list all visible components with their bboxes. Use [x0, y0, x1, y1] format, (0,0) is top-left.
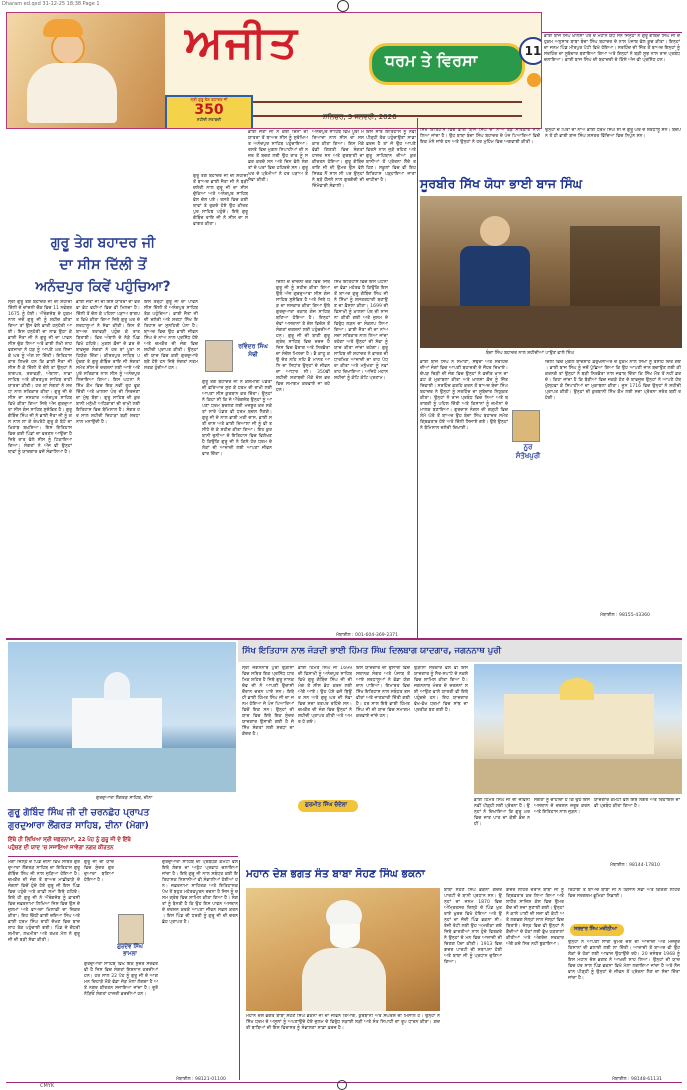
- print-slug: Dharam ed.qxd 31-12-25 18:38 Page 1: [2, 1, 100, 7]
- article2-col2-top-text: ਉਨ੍ਹਾਂ ਦੇ ਪਿਤਾ ਦਾ ਨਾਂਅ ਭਾਈ ਧਰਮ ਸਿੰਘ ਸੀ ਜੋ ਗੁਰੂ ਘਰ ਦੇ ਸ਼ਰਧਾਲੂ ਸਨ। ਬਚਪਨ ਤੋਂ ਹੀ ਭਾਈ ਬਾਜ ਸਿੰਘ ਸ਼ਸਤਰ ਵਿੱਦਿਆ ਵਿਚ ਨਿਪੁੰਨ ਸਨ।: [545, 128, 681, 139]
- article3-col1-text: ਸ੍ਰੀ ਜਗਨਨਾਥ ਪੁਰੀ ਉੜੀਸਾ ਵਿਚ ਸਥਿਤ ਇਕ ਪ੍ਰਸਿੱਧ ਧਾਰਮਿਕ ਸ਼ਹਿਰ ਹੈ ਜਿਥੇ ਗੁਰੂ ਨਾਨਕ ਦੇਵ ਜੀ ਨੇ ਆਪਣੀ ਉਦਾਸੀ ਦੌਰਾਨ ਚਰਨ ਪਾਏ ਸਨ। ਇਥੇ ਹੀ ਭਾਈ ਹਿੰਮਤ ਸਿੰਘ ਜੀ ਦਾ ਜਨਮ ਹੋਇਆ ਜੋ ਪੰਜ ਪਿਆਰਿਆਂ ਵਿਚੋਂ ਇਕ ਸਨ। ਉਨ੍ਹਾਂ ਦੀ ਯਾਦ ਵਿਚ ਇਥੇ ਇਕ ਸੁੰਦਰ ਯਾਦਗਾਰ ਉਸਾਰੀ ਗਈ ਹੈ ਜੋ ਸਿੱਖ ਸੰਗਤਾਂ ਲਈ ਸ਼ਰਧਾ ਦਾ ਕੇਂਦਰ ਹੈ।: [242, 666, 294, 737]
- article1-col2-text: ਭਾਈ ਜੈਤਾ ਜੀ ਦੀ ਇਸ ਯਾਤਰਾ ਦਾ ਵੇਰਵਾ ਭੱਟ ਵਹੀਆਂ ਵਿਚ ਵੀ ਮਿਲਦਾ ਹੈ। ਦਿੱਲੀ ਤੋਂ ਚੱਲ ਕੇ ਪਹਿਲਾ ਪੜਾਅ ਬਾਗਪਤ ਵਿਖੇ ਕੀਤਾ ਗਿਆ ਜਿਥੇ ਗੁਰੂ ਘਰ ਦੇ ਸ਼ਰਧਾਲੂਆਂ ਨੇ ਸੇਵਾ ਕੀਤੀ। ਇਸ ਤੋਂ ਬਾਅਦ ਤਰਾਵੜੀ ਪਹੁੰਚ ਕੇ ਰਾਤ ਬਿਤਾਈ। ਫਿਰ ਅੰਬਾਲੇ ਦੇ ਨੇੜੇ ਪਿੰਡ ਵਿਖੇ ਠਹਿਰੇ। ਮੁਗ਼ਲ ਫ਼ੌਜਾਂ ਦੇ ਡਰ ਦੇ ਬਾਵਜੂਦ ਸੰਗਤਾਂ ਨੇ ਹਰ ਥਾਂ ਪੂਰਾ ਸਹਿਯੋਗ ਦਿੱਤਾ। ਕੀਰਤਪੁਰ ਸਾਹਿਬ ਪਹੁੰਚਣ ਤੇ ਗੁਰੂ ਗੋਬਿੰਦ ਰਾਇ ਜੀ ਸੰਗਤਾਂ ਸਮੇਤ ਸੀਸ ਦੇ ਦਰਸ਼ਨਾਂ ਲਈ ਆਏ ਅਤੇ ਪੂਰੇ ਸਤਿਕਾਰ ਨਾਲ ਸੀਸ ਨੂੰ ਅਨੰਦਪੁਰ ਲਿਜਾਇਆ ਗਿਆ। ਇਸ ਘਟਨਾ ਨੇ ਸਿੱਖ ਕੌਮ ਵਿਚ ਇਕ ਨਵੀਂ ਰੂਹ ਫੂਕ ਦਿੱਤੀ ਅਤੇ ਖ਼ਾਲਸਾ ਪੰਥ ਦੀ ਸਿਰਜਣਾ ਦਾ ਮੁੱਢ ਬੱਝਾ। ਗੁਰੂ ਸਾਹਿਬ ਦੀ ਕੁਰਬਾਨੀ ਮਨੁੱਖੀ ਅਧਿਕਾਰਾਂ ਦੀ ਰਾਖੀ ਲਈ ਇਤਿਹਾਸ ਵਿਚ ਬੇਮਿਸਾਲ ਹੈ। ਸੰਗਤ ਹਰ ਸਾਲ ਸ਼ਹੀਦੀ ਦਿਹਾੜਾ ਬੜੀ ਸ਼ਰਧਾ ਨਾਲ ਮਨਾਉਂਦੀ ਹੈ।: [76, 300, 140, 425]
- article2-author: [508, 443, 548, 461]
- article1-headline-line2: ਦਾ ਸੀਸ ਦਿੱਲੀ ਤੋਂ: [59, 257, 147, 273]
- article1-headline-line1: ਗੁਰੂ ਤੇਗ ਬਹਾਦਰ ਜੀ: [50, 235, 156, 251]
- article3-headline: ਸਿੱਖ ਇਤਿਹਾਸ ਨਾਲ ਜੋੜਦੀ ਭਾਈ ਹਿੰਮਤ ਸਿੰਘ ਦਿਲਬਾਗ ਯਾਦਗਾਰ, ਜਗਨਨਾਥ ਪੁਰੀ: [242, 646, 502, 656]
- article5-image: [246, 888, 440, 1011]
- article1-headline: [8, 232, 198, 298]
- article2-col1-top-text: ਸਿੱਖ ਇਤਿਹਾਸ ਵਿਚ ਭਾਈ ਬਾਜ ਸਿੰਘ ਦਾ ਨਾਂਅ ਬੜੇ ਸਤਿਕਾਰ ਨਾਲ ਲਿਆ ਜਾਂਦਾ ਹੈ। ਉਹ ਬਾਬਾ ਬੰਦਾ ਸਿੰਘ ਬਹਾਦਰ ਦੇ ਪੰਜ ਪਿਆਰਿਆਂ ਵਿਚੋਂ ਇਕ ਮੰਨੇ ਜਾਂਦੇ ਹਨ ਅਤੇ ਉਨ੍ਹਾਂ ਨੇ ਹਰ ਮੁਹਿੰਮ ਵਿਚ ਅਗਵਾਈ ਕੀਤੀ।: [420, 128, 540, 145]
- article5-headline: ਮਹਾਨ ਦੇਸ਼ ਭਗਤ ਸੰਤ ਬਾਬਾ ਸੋਹਣ ਸਿੰਘ ਭਕਨਾ: [246, 868, 425, 880]
- article3-col7-text: ਯਾਦਗਾਰ ਕਮੇਟੀ ਵਲੋਂ ਇਥੇ ਲੰਗਰ ਅਤੇ ਰਿਹਾਇਸ਼ ਦਾ ਵੀ ਪ੍ਰਬੰਧ ਕੀਤਾ ਗਿਆ ਹੈ।: [594, 798, 680, 809]
- article1-col7-text: ਅਨੰਦਪੁਰ ਸਾਹਿਬ ਵਿਖੇ ਪੂਰੀ ਮਰਿਆਦਾ ਨਾਲ ਸੀਸ ਦਾ ਸਸਕਾਰ ਕੀਤਾ ਗਿਆ। ਇਸ ਮੌਕੇ ਵੱਡੀ ਗਿਣਤੀ ਵਿਚ ਸੰਗਤਾਂ ਹਾਜ਼ਰ ਸਨ ਅਤੇ ਗੁਰਬਾਣੀ ਦਾ ਕੀਰਤਨ ਹੋਇਆ। ਗੁਰੂ ਗੋਬਿੰਦ ਰਾਇ ਜੀ ਦੀ ਉਮਰ ਉਸ ਵੇਲੇ ਸਿਰਫ਼ ਨੌਂ ਸਾਲ ਸੀ ਪਰ ਉਨ੍ਹਾਂ ਨੇ ਬੜੇ ਹੌਂਸਲੇ ਨਾਲ ਗੁਰਗੱਦੀ ਦੀ ਜ਼ਿੰਮੇਵਾਰੀ ਸੰਭਾਲੀ।: [312, 130, 364, 189]
- article5-author: ਸਰਦਾਰ ਸਿੰਘ ਮਜ਼ੀਠੀਆ: [574, 927, 617, 932]
- article2-author-surname: ਸੰਤੋਖਪੁਰੀ: [515, 452, 541, 460]
- article1-author-surname: ਸੋਢੀ: [248, 351, 258, 358]
- article1-col1-text: ਸ੍ਰੀ ਗੁਰੂ ਤੇਗ ਬਹਾਦਰ ਜੀ ਦੀ ਸ਼ਹੀਦੀ ਦਿੱਲੀ ਦੇ ਚਾਂਦਨੀ ਚੌਕ ਵਿਚ 11 ਨਵੰਬਰ 1675 ਨੂੰ ਹੋਈ। ਔਰੰਗਜ਼ੇਬ ਦੇ ਹੁਕਮ ਨਾਲ ਜਦੋਂ ਗੁਰੂ ਜੀ ਨੂੰ ਸ਼ਹੀਦ ਕੀਤਾ ਗਿਆ ਤਾਂ ਉਸ ਵੇਲੇ ਭਾਰੀ ਹਨ੍ਹੇਰੀ ਆਈ। ਇਸ ਹਨ੍ਹੇਰੀ ਦਾ ਲਾਭ ਉਠਾ ਕੇ ਭਾਈ ਜੈਤਾ ਜੀ ਨੇ ਗੁਰੂ ਜੀ ਦਾ ਪਾਵਨ ਸੀਸ ਚੁੱਕ ਲਿਆ ਅਤੇ ਭਾਈ ਲੱਖੀ ਸ਼ਾਹ ਵਣਜਾਰਾ ਨੇ ਧੜ ਨੂੰ ਆਪਣੇ ਘਰ ਲਿਜਾ ਕੇ ਘਰ ਨੂੰ ਅੱਗ ਲਾ ਦਿੱਤੀ। ਇਤਿਹਾਸਕਾਰ ਲਿਖਦੇ ਹਨ ਕਿ ਭਾਈ ਜੈਤਾ ਜੀ ਸੀਸ ਲੈ ਕੇ ਦਿੱਲੀ ਤੋਂ ਚੱਲੇ ਤਾਂ ਉਨ੍ਹਾਂ ਨੇ ਬਾਗਪਤ, ਤਰਾਵੜੀ, ਅੰਬਾਲਾ, ਨਾਭਾ ਸਾਹਿਬ ਅਤੇ ਕੀਰਤਪੁਰ ਸਾਹਿਬ ਰਾਹੀਂ ਯਾਤਰਾ ਕੀਤੀ। ਹਰ ਥਾਂ ਸੰਗਤਾਂ ਨੇ ਸ਼ਰਧਾ ਨਾਲ ਸਤਿਕਾਰ ਕੀਤਾ। ਗੁਰੂ ਜੀ ਦੇ ਸੀਸ ਦਾ ਸਸਕਾਰ ਅਨੰਦਪੁਰ ਸਾਹਿਬ ਵਿਖੇ ਕੀਤਾ ਗਿਆ ਜਿਥੇ ਅੱਜ ਗੁਰਦੁਆਰਾ ਸੀਸ ਗੰਜ ਸਾਹਿਬ ਸੁਸ਼ੋਭਿਤ ਹੈ। ਗੁਰੂ ਗੋਬਿੰਦ ਸਿੰਘ ਜੀ ਨੇ ਭਾਈ ਜੈਤਾ ਜੀ ਨੂੰ ਗਲ ਨਾਲ ਲਾ ਕੇ ਰੰਘਰੇਟੇ ਗੁਰੂ ਕੇ ਬੇਟੇ ਦਾ ਖ਼ਿਤਾਬ ਬਖ਼ਸ਼ਿਆ। ਇਸ ਇਤਿਹਾਸ ਵਿਚ ਕਈ ਪਿੰਡਾਂ ਦਾ ਵਰਣਨ ਆਉਂਦਾ ਹੈ ਜਿਥੇ ਰਾਤ ਵੇਲੇ ਸੀਸ ਨੂੰ ਟਿਕਾਇਆ ਗਿਆ। ਸੰਗਤਾਂ ਨੇ ਅੱਜ ਵੀ ਉਨ੍ਹਾਂ ਥਾਵਾਂ ਨੂੰ ਯਾਦਗਾਰ ਵਜੋਂ ਸੰਭਾਲਿਆ ਹੈ।: [8, 300, 72, 455]
- article1-divider: [417, 118, 418, 638]
- article1-headline-line3: ਅਨੰਦਪੁਰ ਕਿਵੇਂ ਪਹੁੰਚਿਆ?: [35, 279, 171, 295]
- article1-author-photo: [205, 340, 233, 372]
- masthead: [6, 12, 542, 129]
- article4-divider: [239, 860, 240, 1080]
- article2-image-caption: ਬੰਦਾ ਸਿੰਘ ਬਹਾਦਰ ਨਾਲ ਸ਼ਹੀਦੀਆਂ ਪਾਉਣ ਵਾਲੇ ਸਿੰਘ: [486, 351, 575, 356]
- article4-subhead: [8, 836, 238, 852]
- article1-col6-text: ਦਿੱਲੀ ਦੇ ਚਾਂਦਨੀ ਚੌਕ ਵਿਚ ਜਿਥੇ ਗੁਰੂ ਜੀ ਨੂੰ ਸ਼ਹੀਦ ਕੀਤਾ ਗਿਆ ਉਥੇ ਅੱਜ ਗੁਰਦੁਆਰਾ ਸੀਸ ਗੰਜ ਸਾਹਿਬ ਸੁਸ਼ੋਭਿਤ ਹੈ ਅਤੇ ਜਿਥੇ ਧੜ ਦਾ ਸਸਕਾਰ ਕੀਤਾ ਗਿਆ ਉਥੇ ਗੁਰਦੁਆਰਾ ਰਕਾਬ ਗੰਜ ਸਾਹਿਬ ਬਣਿਆ ਹੋਇਆ ਹੈ। ਇਨ੍ਹਾਂ ਦੋਵਾਂ ਅਸਥਾਨਾਂ ਤੇ ਦੇਸ਼ ਵਿਦੇਸ਼ ਤੋਂ ਸੰਗਤਾਂ ਦਰਸ਼ਨਾਂ ਲਈ ਪਹੁੰਚਦੀਆਂ ਹਨ। ਗੁਰੂ ਜੀ ਦੀ ਬਾਣੀ ਗੁਰੂ ਗ੍ਰੰਥ ਸਾਹਿਬ ਵਿਚ ਦਰਜ ਹੈ ਜਿਸ ਵਿਚ ਵੈਰਾਗ ਅਤੇ ਨਿਰਭੈਤਾ ਦਾ ਸੰਦੇਸ਼ ਮਿਲਦਾ ਹੈ। ਭੈ ਕਾਹੂ ਕਉ ਦੇਤ ਨਹਿ ਨਹਿ ਭੈ ਮਾਨਤ ਆਨਿ ਦਾ ਸਿਧਾਂਤ ਉਨ੍ਹਾਂ ਦੇ ਜੀਵਨ ਦਾ ਆਧਾਰ ਸੀ। 350ਵੀਂ ਸ਼ਹੀਦੀ ਸ਼ਤਾਬਦੀ ਮੌਕੇ ਦੇਸ਼ ਭਰ ਵਿਚ ਸਮਾਗਮ ਕਰਵਾਏ ਜਾ ਰਹੇ ਹਨ।: [276, 280, 330, 393]
- article4-subhead-line2: ਪਹੁੰਚਣ ਦੀ ਯਾਦ 'ਚ ਸਜਾਇਆ ਜਾਵੇਗਾ ਨਗਰ ਕੀਰਤਨ: [8, 845, 114, 851]
- badge-bottom-text: ਸ਼ਹੀਦੀ ਸ਼ਤਾਬਦੀ: [196, 117, 222, 122]
- article4-author-photo: [118, 914, 144, 944]
- page-number: 11: [519, 37, 542, 65]
- section-title: ਧਰਮ ਤੇ ਵਿਰਸਾ: [385, 51, 478, 70]
- article3-col5-text: ਭਾਈ ਹਿੰਮਤ ਸਿੰਘ ਜੀ ਦੀ ਜੀਵਨੀ ਨਵੀਂ ਪੀੜ੍ਹੀ ਲਈ ਪ੍ਰੇਰਨਾ ਹੈ। ਉਨ੍ਹਾਂ ਨੇ ਦਿਖਾਇਆ ਕਿ ਗੁਰੂ ਘਰ ਵਿਚ ਜਾਤ ਪਾਤ ਦਾ ਕੋਈ ਭੇਦ ਨਹੀਂ।: [474, 798, 530, 827]
- article1-col3-text: ਇਸ ਤਰ੍ਹਾਂ ਗੁਰੂ ਜੀ ਦਾ ਪਾਵਨ ਸੀਸ ਦਿੱਲੀ ਤੋਂ ਅਨੰਦਪੁਰ ਸਾਹਿਬ ਤੱਕ ਪਹੁੰਚਿਆ। ਭਾਈ ਜੈਤਾ ਜੀ ਦੀ ਦਲੇਰੀ ਅਤੇ ਸ਼ਰਧਾ ਸਿੱਖ ਇਤਿਹਾਸ ਦਾ ਸੁਨਹਿਰੀ ਪੰਨਾ ਹੈ। ਬਾਅਦ ਵਿਚ ਉਹ ਭਾਈ ਜੀਵਨ ਸਿੰਘ ਦੇ ਨਾਂਅ ਨਾਲ ਪ੍ਰਸਿੱਧ ਹੋਏ ਅਤੇ ਚਮਕੌਰ ਦੀ ਜੰਗ ਵਿਚ ਸ਼ਹੀਦੀ ਪ੍ਰਾਪਤ ਕੀਤੀ। ਉਨ੍ਹਾਂ ਦੀ ਯਾਦ ਵਿਚ ਕਈ ਗੁਰਦੁਆਰੇ ਬਣੇ ਹੋਏ ਹਨ ਜਿਥੇ ਸੰਗਤਾਂ ਨਤਮਸਤਕ ਹੁੰਦੀਆਂ ਹਨ।: [144, 300, 198, 371]
- article5-col2-text: ਗ਼ਦਰ ਲਹਿਰ ਦੌਰਾਨ ਬਾਬਾ ਜੀ ਨੂੰ ਗ੍ਰਿਫ਼ਤਾਰ ਕਰ ਲਿਆ ਗਿਆ ਅਤੇ ਲਾਹੌਰ ਸਾਜ਼ਿਸ਼ ਕੇਸ ਵਿਚ ਉਮਰ ਕੈਦ ਦੀ ਸਜ਼ਾ ਸੁਣਾਈ ਗਈ। ਉਨ੍ਹਾਂ ਨੇ ਕਾਲੇ ਪਾਣੀ ਦੀ ਸਜ਼ਾ ਵੀ ਕੱਟੀ ਅਤੇ ਲਗਭਗ ਸੋਲ੍ਹਾਂ ਸਾਲ ਜੇਲ੍ਹਾਂ ਵਿਚ ਬਿਤਾਏ। ਜੇਲ੍ਹ ਵਿਚ ਵੀ ਉਨ੍ਹਾਂ ਨੇ ਕੈਦੀਆਂ ਦੇ ਹੱਕਾਂ ਲਈ ਭੁੱਖ ਹੜਤਾਲਾਂ ਕੀਤੀਆਂ ਅਤੇ ਅੰਗਰੇਜ਼ ਸਰਕਾਰ ਅੱਗੇ ਕਦੇ ਸਿਰ ਨਹੀਂ ਝੁਕਾਇਆ।: [506, 888, 564, 947]
- article4-contact: ਮੋਬਾਈਲ : 98121-01100: [176, 1077, 226, 1082]
- article1-col9-text: ਇਸ ਸਾਰੇ ਇਤਿਹਾਸ ਨੂੰ ਨਵੀਂ ਪੀੜ੍ਹੀ ਤੱਕ ਪਹੁੰਚਾਉਣਾ ਸਾਡਾ ਫ਼ਰਜ਼ ਹੈ ਤਾਂ ਜੋ ਉਹ ਆਪਣੇ ਵਿਰਸੇ ਨਾਲ ਜੁੜੇ ਰਹਿਣ ਅਤੇ ਗੁਰੂ ਸਾਹਿਬਾਨ ਦੀਆਂ ਕੁਰਬਾਨੀਆਂ ਤੋਂ ਪ੍ਰੇਰਨਾ ਲੈਂਦੇ ਰਹਿਣ। ਸਕੂਲਾਂ ਵਿਚ ਵੀ ਇਹ ਇਤਿਹਾਸ ਪੜ੍ਹਾਇਆ ਜਾਣਾ ਚਾਹੀਦਾ ਹੈ।: [366, 130, 416, 183]
- article2-author-photo: [512, 410, 540, 442]
- article2-contact: ਮੋਬਾਈਲ : 98155-43360: [600, 613, 650, 618]
- article2-intro-text: ਭਾਈ ਬਾਜ ਸਿੰਘ ਖ਼ਾਲਸਾ ਪੰਥ ਦੇ ਮਹਾਨ ਯੋਧੇ ਸਨ ਜਿਨ੍ਹਾਂ ਨੇ ਗੁਰੂ ਗੋਬਿੰਦ ਸਿੰਘ ਜੀ ਦੇ ਹੁਕਮ ਅਨੁਸਾਰ ਬਾਬਾ ਬੰਦਾ ਸਿੰਘ ਬਹਾਦਰ ਦੇ ਨਾਲ ਪੰਜਾਬ ਵੱਲ ਕੂਚ ਕੀਤਾ। ਇਨ੍ਹਾਂ ਦਾ ਜਨਮ ਪਿੰਡ ਮੀਰਪੁਰ ਪੱਟੀ ਵਿਖੇ ਹੋਇਆ। ਸਰਹਿੰਦ ਦੀ ਜਿੱਤ ਤੋਂ ਬਾਅਦ ਇਨ੍ਹਾਂ ਨੂੰ ਸਰਹਿੰਦ ਦਾ ਸੂਬੇਦਾਰ ਬਣਾਇਆ ਗਿਆ ਅਤੇ ਇਨ੍ਹਾਂ ਨੇ ਬੜੀ ਸੂਝ ਨਾਲ ਰਾਜ ਪ੍ਰਬੰਧ ਚਲਾਇਆ। ਭਾਈ ਬਾਜ ਸਿੰਘ ਦੀ ਬਹਾਦਰੀ ਦੇ ਕਿੱਸੇ ਅੱਜ ਵੀ ਪ੍ਰਸਿੱਧ ਹਨ।: [544, 34, 680, 63]
- article2-col2-text: ਦਿੱਲੀ ਵਿਚ ਮੁਗ਼ਲ ਬਾਦਸ਼ਾਹ ਫ਼ਰੁੱਖਸੀਅਰ ਦੇ ਹੁਕਮ ਨਾਲ ਸਿੱਖਾਂ ਨੂੰ ਤਸੀਹੇ ਦਿੱਤੇ ਗਏ। ਭਾਈ ਬਾਜ ਸਿੰਘ ਨੂੰ ਜਦੋਂ ਪੁੱਛਿਆ ਗਿਆ ਕਿ ਉਹ ਆਪਣੀ ਜਾਨ ਬਚਾਉਣ ਲਈ ਕੀ ਕਰਨਗੇ ਤਾਂ ਉਨ੍ਹਾਂ ਨੇ ਬੜੀ ਨਿਰਭੈਤਾ ਨਾਲ ਜਵਾਬ ਦਿੱਤਾ ਕਿ ਸਿੱਖ ਮੌਤ ਤੋਂ ਨਹੀਂ ਡਰਦੇ। ਕਿਹਾ ਜਾਂਦਾ ਹੈ ਕਿ ਬੇੜੀਆਂ ਵਿਚ ਜਕੜੇ ਹੋਣ ਦੇ ਬਾਵਜੂਦ ਉਨ੍ਹਾਂ ਨੇ ਆਪਣੇ ਹੱਥ ਖੁੱਲ੍ਹਵਾ ਕੇ ਸਿਪਾਹੀਆਂ ਦਾ ਮੁਕਾਬਲਾ ਕੀਤਾ। ਜੂਨ 1716 ਵਿਚ ਉਨ੍ਹਾਂ ਨੇ ਸ਼ਹੀਦੀ ਪ੍ਰਾਪਤ ਕੀਤੀ। ਉਨ੍ਹਾਂ ਦੀ ਕੁਰਬਾਨੀ ਸਿੱਖ ਕੌਮ ਲਈ ਸਦਾ ਪ੍ਰੇਰਨਾ ਸਰੋਤ ਬਣੀ ਰਹੇਗੀ।: [545, 360, 681, 401]
- footer-cmyk: CMYK: [40, 1083, 55, 1089]
- article5-col4-text: ਉਨ੍ਹਾਂ ਨੇ ਆਪਣੀ ਸਾਰੀ ਉਮਰ ਦੇਸ਼ ਦੀ ਆਜ਼ਾਦੀ ਅਤੇ ਮਜ਼ਦੂਰ ਕਿਸਾਨਾਂ ਦੀ ਭਲਾਈ ਲਈ ਲਾ ਦਿੱਤੀ। ਆਜ਼ਾਦੀ ਤੋਂ ਬਾਅਦ ਵੀ ਉਹ ਲੋਕਾਂ ਦੇ ਹੱਕਾਂ ਲਈ ਆਵਾਜ਼ ਉਠਾਉਂਦੇ ਰਹੇ। 20 ਦਸੰਬਰ 1968 ਨੂੰ ਇਸ ਮਹਾਨ ਦੇਸ਼ ਭਗਤ ਨੇ ਆਖ਼ਰੀ ਸਾਹ ਲਿਆ। ਉਨ੍ਹਾਂ ਦੀ ਯਾਦ ਵਿਚ ਹਰ ਸਾਲ ਪਿੰਡ ਭਕਨਾ ਵਿਖੇ ਮੇਲਾ ਲਗਾਇਆ ਜਾਂਦਾ ਹੈ ਅਤੇ ਨੌਜਵਾਨ ਪੀੜ੍ਹੀ ਨੂੰ ਉਨ੍ਹਾਂ ਦੇ ਜੀਵਨ ਤੋਂ ਪ੍ਰੇਰਨਾ ਲੈਣ ਦਾ ਸੱਦਾ ਦਿੱਤਾ ਜਾਂਦਾ ਹੈ।: [568, 940, 680, 981]
- guru-portrait-image: [7, 13, 165, 128]
- article4-author-surname: ਭਾਮਲਾ: [123, 951, 137, 957]
- article1-contact: ਮੋਬਾਈਲ : 001-604-369-2371: [336, 633, 399, 638]
- article4-col3-text: ਗੁਰਦੁਆਰਾ ਸਾਹਿਬ ਵਿਖੇ ਇਕ ਸੁੰਦਰ ਸਰੋਵਰ ਵੀ ਹੈ ਜਿਸ ਵਿਚ ਸੰਗਤਾਂ ਇਸ਼ਨਾਨ ਕਰਦੀਆਂ ਹਨ। ਹਰ ਸਾਲ 22 ਪੋਹ ਨੂੰ ਗੁਰੂ ਜੀ ਦੇ ਆਗਮਨ ਦਿਹਾੜੇ ਮੌਕੇ ਵੱਡਾ ਜੋੜ ਮੇਲਾ ਲੱਗਦਾ ਹੈ ਅਤੇ ਨਗਰ ਕੀਰਤਨ ਸਜਾਇਆ ਜਾਂਦਾ ਹੈ। ਦੂਰੋਂ ਨੇੜਿਓਂ ਸੰਗਤਾਂ ਹਾਜ਼ਰੀ ਭਰਦੀਆਂ ਹਨ।: [84, 962, 158, 997]
- article1-col4-text: ਗੁਰੂ ਤੇਗ ਬਹਾਦਰ ਜੀ ਨੇ ਕਸ਼ਮੀਰੀ ਪੰਡਤਾਂ ਦੀ ਫ਼ਰਿਆਦ ਸੁਣ ਕੇ ਧਰਮ ਦੀ ਰਾਖੀ ਲਈ ਆਪਣਾ ਸੀਸ ਕੁਰਬਾਨ ਕਰ ਦਿੱਤਾ। ਉਨ੍ਹਾਂ ਨੇ ਕਿਹਾ ਸੀ ਕਿ ਜੇ ਔਰੰਗਜ਼ੇਬ ਉਨ੍ਹਾਂ ਨੂੰ ਆਪਣਾ ਧਰਮ ਬਦਲਣ ਲਈ ਮਜਬੂਰ ਕਰ ਸਕੇ ਤਾਂ ਸਾਰੇ ਪੰਡਤ ਵੀ ਧਰਮ ਬਦਲ ਲੈਣਗੇ। ਗੁਰੂ ਜੀ ਦੇ ਨਾਲ ਭਾਈ ਮਤੀ ਦਾਸ, ਭਾਈ ਸਤੀ ਦਾਸ ਅਤੇ ਭਾਈ ਦਿਆਲਾ ਜੀ ਨੂੰ ਵੀ ਤਸੀਹੇ ਦੇ ਕੇ ਸ਼ਹੀਦ ਕੀਤਾ ਗਿਆ। ਇਹ ਕੁਰਬਾਨੀ ਦੁਨੀਆ ਦੇ ਇਤਿਹਾਸ ਵਿਚ ਵਿਲੱਖਣ ਹੈ ਕਿਉਂਕਿ ਗੁਰੂ ਜੀ ਨੇ ਕਿਸੇ ਹੋਰ ਧਰਮ ਦੇ ਲੋਕਾਂ ਦੀ ਆਜ਼ਾਦੀ ਲਈ ਆਪਣਾ ਜੀਵਨ ਵਾਰ ਦਿੱਤਾ।: [202, 380, 272, 457]
- article4-author: [108, 944, 152, 958]
- article3-author: ਗੁਰਮੀਤ ਸਿੰਘ ਚੰਦੇਲਾ: [305, 802, 348, 808]
- article4-headline-line2: ਗੁਰਦੁਆਰਾ ਲੌਂਗਰੜ ਸਾਹਿਬ, ਦੀਨਾ (ਮੋਗਾ): [8, 820, 149, 831]
- article1-author-name: ਰਵਿੰਦਰ ਸਿੰਘ: [238, 343, 268, 350]
- article1-col8-text: ਸਿੱਖ ਇਤਿਹਾਸ ਵਿਚ ਇਸ ਘਟਨਾ ਦਾ ਵੱਡਾ ਮਹੱਤਵ ਹੈ ਕਿਉਂਕਿ ਇਸ ਤੋਂ ਬਾਅਦ ਗੁਰੂ ਗੋਬਿੰਦ ਸਿੰਘ ਜੀ ਨੇ ਸਿੱਖਾਂ ਨੂੰ ਸ਼ਸਤਰਧਾਰੀ ਬਣਾਉਣ ਦਾ ਫ਼ੈਸਲਾ ਕੀਤਾ। 1699 ਦੀ ਵਿਸਾਖੀ ਨੂੰ ਖ਼ਾਲਸਾ ਪੰਥ ਦੀ ਸਾਜਨਾ ਕੀਤੀ ਗਈ ਅਤੇ ਜ਼ੁਲਮ ਦੇ ਵਿਰੁੱਧ ਲੜਨ ਦਾ ਸੰਕਲਪ ਲਿਆ ਗਿਆ। ਭਾਈ ਜੈਤਾ ਜੀ ਦਾ ਨਾਂਅ ਸਦਾ ਸਤਿਕਾਰ ਨਾਲ ਲਿਆ ਜਾਂਦਾ ਰਹੇਗਾ ਅਤੇ ਉਨ੍ਹਾਂ ਦੀ ਸੇਵਾ ਨੂੰ ਯਾਦ ਕੀਤਾ ਜਾਂਦਾ ਰਹੇਗਾ। ਗੁਰੂ ਸਾਹਿਬ ਦੀ ਸ਼ਹਾਦਤ ਨੇ ਭਾਰਤ ਦੀ ਧਾਰਮਿਕ ਆਜ਼ਾਦੀ ਦਾ ਰਾਹ ਪੱਧਰਾ ਕੀਤਾ ਅਤੇ ਮਨੁੱਖਤਾ ਨੂੰ ਨਵਾਂ ਰਾਹ ਦਿਖਾਇਆ। ਅਜਿਹੇ ਮਹਾਨ ਸ਼ਹੀਦਾਂ ਨੂੰ ਕੋਟਿ ਕੋਟਿ ਪ੍ਰਣਾਮ।: [334, 280, 388, 381]
- article2-col1-text: ਭਾਈ ਬਾਜ ਸਿੰਘ ਨੇ ਸਮਾਣਾ, ਸਢੌਰਾ ਅਤੇ ਸਰਹਿੰਦ ਦੀਆਂ ਜੰਗਾਂ ਵਿਚ ਆਪਣੀ ਬਹਾਦਰੀ ਦੇ ਜੌਹਰ ਦਿਖਾਏ। ਚੱਪੜ ਚਿੜੀ ਦੀ ਜੰਗ ਵਿਚ ਉਨ੍ਹਾਂ ਨੇ ਵਜ਼ੀਰ ਖ਼ਾਨ ਦਾ ਡਟ ਕੇ ਮੁਕਾਬਲਾ ਕੀਤਾ ਅਤੇ ਖ਼ਾਲਸਾ ਫ਼ੌਜ ਨੂੰ ਜਿੱਤ ਦਿਵਾਈ। ਸਰਹਿੰਦ ਫ਼ਤਹਿ ਕਰਨ ਤੋਂ ਬਾਅਦ ਬੰਦਾ ਸਿੰਘ ਬਹਾਦਰ ਨੇ ਉਨ੍ਹਾਂ ਨੂੰ ਸਰਹਿੰਦ ਦਾ ਸੂਬੇਦਾਰ ਨਿਯੁਕਤ ਕੀਤਾ। ਉਨ੍ਹਾਂ ਨੇ ਰਾਜ ਪ੍ਰਬੰਧ ਵਿਚ ਨਿਆਂ ਅਤੇ ਬਰਾਬਰੀ ਨੂੰ ਪਹਿਲ ਦਿੱਤੀ ਅਤੇ ਕਿਸਾਨਾਂ ਨੂੰ ਜ਼ਮੀਨਾਂ ਦੇ ਮਾਲਕ ਬਣਾਇਆ। ਗੁਰਦਾਸ ਨੰਗਲ ਦੀ ਗੜ੍ਹੀ ਵਿਚ ਲੰਮੇ ਘੇਰੇ ਤੋਂ ਬਾਅਦ ਉਹ ਬੰਦਾ ਸਿੰਘ ਬਹਾਦਰ ਸਮੇਤ ਗ੍ਰਿਫ਼ਤਾਰ ਹੋਏ ਅਤੇ ਦਿੱਲੀ ਲਿਜਾਏ ਗਏ। ਉਥੇ ਉਨ੍ਹਾਂ ਨੇ ਬੇਮਿਸਾਲ ਦਲੇਰੀ ਦਿਖਾਈ।: [420, 360, 508, 431]
- article4-image-caption: ਗੁਰਦੁਆਰਾ ਲੌਂਗਰੜ ਸਾਹਿਬ, ਦੀਨਾ: [96, 796, 153, 801]
- article2-author-name: ਨੂਰ: [523, 443, 533, 451]
- section-divider-2: [8, 856, 238, 857]
- masthead-title: ਅਜੀਤ: [185, 17, 299, 68]
- badge-350: [165, 95, 253, 129]
- article4-col4-text: ਗੁਰਦੁਆਰਾ ਸਾਹਿਬ ਦੀ ਪ੍ਰਬੰਧਕ ਕਮੇਟੀ ਵਲੋਂ ਇਥੇ ਲੰਗਰ ਦਾ ਅਤੁੱਟ ਪ੍ਰਵਾਹ ਚਲਾਇਆ ਜਾਂਦਾ ਹੈ। ਇਥੇ ਗੁਰੂ ਜੀ ਨਾਲ ਸਬੰਧਤ ਕਈ ਇਤਿਹਾਸਕ ਨਿਸ਼ਾਨੀਆਂ ਵੀ ਸੰਭਾਲੀਆਂ ਹੋਈਆਂ ਹਨ। ਜ਼ਫ਼ਰਨਾਮਾ ਸਾਹਿਤਕ ਅਤੇ ਇਤਿਹਾਸਕ ਪੱਖ ਤੋਂ ਬਹੁਤ ਮਹੱਤਵਪੂਰਨ ਰਚਨਾ ਹੈ ਜਿਸ ਨੂੰ ਦਸਮ ਗ੍ਰੰਥ ਵਿਚ ਸ਼ਾਮਿਲ ਕੀਤਾ ਗਿਆ ਹੈ। ਸੰਗਤਾਂ ਨੂੰ ਬੇਨਤੀ ਹੈ ਕਿ ਉਹ ਇਸ ਪਾਵਨ ਅਸਥਾਨ ਦੇ ਦਰਸ਼ਨ ਕਰਕੇ ਆਪਣਾ ਜੀਵਨ ਸਫ਼ਲ ਕਰਨ। ਇਸ ਪਿੰਡ ਦੀ ਧਰਤੀ ਨੂੰ ਗੁਰੂ ਜੀ ਦੀ ਚਰਨਛੋਹ ਪ੍ਰਾਪਤ ਹੈ।: [162, 860, 238, 925]
- article5-col1-text: ਬਾਬਾ ਸੋਹਣ ਸਿੰਘ ਭਕਨਾ ਗ਼ਦਰ ਪਾਰਟੀ ਦੇ ਬਾਨੀ ਪ੍ਰਧਾਨ ਸਨ। ਉਨ੍ਹਾਂ ਦਾ ਜਨਮ 1870 ਵਿਚ ਅੰਮ੍ਰਿਤਸਰ ਜ਼ਿਲ੍ਹੇ ਦੇ ਪਿੰਡ ਖੁਤਰਾਏ ਖ਼ੁਰਦ ਵਿਖੇ ਹੋਇਆ ਅਤੇ ਉਨ੍ਹਾਂ ਦਾ ਜੱਦੀ ਪਿੰਡ ਭਕਨਾ ਸੀ। ਰੋਜ਼ੀ ਰੋਟੀ ਲਈ ਉਹ ਅਮਰੀਕਾ ਗਏ ਜਿਥੇ ਭਾਰਤੀਆਂ ਨਾਲ ਹੁੰਦੇ ਵਿਤਕਰੇ ਨੇ ਉਨ੍ਹਾਂ ਦੇ ਮਨ ਵਿਚ ਆਜ਼ਾਦੀ ਦੀ ਚਿਣਗ ਪੈਦਾ ਕੀਤੀ। 1913 ਵਿਚ ਗ਼ਦਰ ਪਾਰਟੀ ਦੀ ਸਥਾਪਨਾ ਹੋਈ ਅਤੇ ਬਾਬਾ ਜੀ ਨੂੰ ਪ੍ਰਧਾਨ ਚੁਣਿਆ ਗਿਆ।: [444, 888, 502, 965]
- article5-col3-text: ਰਿਹਾਈ ਤੋਂ ਬਾਅਦ ਬਾਬਾ ਜੀ ਨੇ ਕਿਸਾਨ ਸਭਾ ਅਤੇ ਕਿਰਤੀ ਲਹਿਰ ਵਿਚ ਸਰਗਰਮ ਭੂਮਿਕਾ ਨਿਭਾਈ।: [568, 888, 680, 899]
- article1-col5-text: ਭਾਈ ਜੈਤਾ ਜੀ ਨੇ ਕਈ ਦਿਨਾਂ ਦੀ ਯਾਤਰਾ ਤੋਂ ਬਾਅਦ ਸੀਸ ਨੂੰ ਸੁਰੱਖਿਅਤ ਅਨੰਦਪੁਰ ਸਾਹਿਬ ਪਹੁੰਚਾਇਆ। ਰਸਤੇ ਵਿਚ ਮੁਗ਼ਲ ਸਿਪਾਹੀਆਂ ਦੀ ਨਜ਼ਰ ਤੋਂ ਬਚਣ ਲਈ ਉਹ ਰਾਤ ਨੂੰ ਸਫ਼ਰ ਕਰਦੇ ਸਨ ਅਤੇ ਦਿਨ ਵੇਲੇ ਸੰਗਤਾਂ ਦੇ ਘਰਾਂ ਵਿਚ ਠਹਿਰਦੇ ਸਨ। ਗੁਰੂ ਘਰ ਦੇ ਪ੍ਰੇਮੀਆਂ ਨੇ ਹਰ ਪੜਾਅ ਤੇ ਸੇਵਾ ਕੀਤੀ।: [248, 130, 308, 183]
- article4-col2-text: ਗੁਰੂ ਜੀ ਦੀ ਯਾਦ ਵਿਚ ਸੁੰਦਰ ਗੁਰਦੁਆਰਾ ਬਣਿਆ ਹੋਇਆ ਹੈ।: [84, 860, 114, 883]
- article3-col4-text: ਉੜੀਸਾ ਸਰਕਾਰ ਵਲੋਂ ਵੀ ਇਸ ਯਾਦਗਾਰ ਨੂੰ ਸੈਰ-ਸਪਾਟੇ ਦੇ ਨਕਸ਼ੇ ਵਿਚ ਸ਼ਾਮਿਲ ਕੀਤਾ ਗਿਆ ਹੈ। ਜਗਨਨਾਥ ਮੰਦਰ ਦੇ ਦਰਸ਼ਨਾਂ ਲਈ ਆਉਣ ਵਾਲੇ ਯਾਤਰੀ ਵੀ ਇਥੇ ਪਹੁੰਚਦੇ ਹਨ। ਇਹ ਯਾਦਗਾਰ ਵੱਖ-ਵੱਖ ਧਰਮਾਂ ਵਿਚ ਸਾਂਝ ਦਾ ਪ੍ਰਤੀਕ ਬਣ ਗਈ ਹੈ।: [414, 666, 468, 713]
- registration-mark-icon: [337, 0, 349, 12]
- article3-contact: ਮੋਬਾਈਲ : 98144-17810: [610, 863, 660, 868]
- article4-author-name: ਗੁਰਦੇਵ ਸਿੰਘ: [117, 944, 143, 950]
- article4-subhead-line1: ਇੱਥੇ ਹੀ ਲਿਖਿਆ ਸ੍ਰੀ ਜ਼ਫ਼ਰਨਾਮਾ, 22 ਪੋਹ ਨੂੰ ਗੁਰੂ ਜੀ ਦੇ ਇੱਥੇ: [8, 837, 131, 843]
- flower-ornament-icon: [527, 73, 541, 87]
- article4-col1-text: ਮੋਗਾ ਜ਼ਿਲ੍ਹੇ ਦੇ ਪਿੰਡ ਦੀਨਾ ਵਿਖੇ ਸਥਿਤ ਗੁਰਦੁਆਰਾ ਲੌਂਗਰੜ ਸਾਹਿਬ ਦਾ ਇਤਿਹਾਸ ਗੁਰੂ ਗੋਬਿੰਦ ਸਿੰਘ ਜੀ ਨਾਲ ਜੁੜਿਆ ਹੋਇਆ ਹੈ। ਚਮਕੌਰ ਦੀ ਜੰਗ ਤੋਂ ਬਾਅਦ ਮਾਛੀਵਾੜੇ ਦੇ ਜੰਗਲਾਂ ਵਿਚੋਂ ਹੁੰਦੇ ਹੋਏ ਗੁਰੂ ਜੀ ਇਸ ਪਿੰਡ ਵਿਚ ਪਹੁੰਚੇ ਅਤੇ ਕਾਫ਼ੀ ਸਮਾਂ ਇਥੇ ਠਹਿਰੇ। ਇਥੇ ਹੀ ਗੁਰੂ ਜੀ ਨੇ ਔਰੰਗਜ਼ੇਬ ਨੂੰ ਫ਼ਾਰਸੀ ਵਿਚ ਜ਼ਫ਼ਰਨਾਮਾ ਲਿਖਿਆ ਜਿਸ ਵਿਚ ਉਸ ਦੇ ਜ਼ੁਲਮਾਂ ਅਤੇ ਵਾਅਦਾ ਖ਼ਿਲਾਫ਼ੀ ਦਾ ਜ਼ਿਕਰ ਕੀਤਾ। ਇਹ ਚਿੱਠੀ ਭਾਈ ਦਇਆ ਸਿੰਘ ਅਤੇ ਭਾਈ ਧਰਮ ਸਿੰਘ ਰਾਹੀਂ ਦੱਖਣ ਵਿਚ ਬਾਦਸ਼ਾਹ ਤੱਕ ਪਹੁੰਚਾਈ ਗਈ। ਪਿੰਡ ਦੇ ਚੌਧਰੀ ਸ਼ਮੀਰਾ, ਲਖਮੀਰਾ ਅਤੇ ਤਖ਼ਤ ਮੱਲ ਨੇ ਗੁਰੂ ਜੀ ਦੀ ਬੜੀ ਸੇਵਾ ਕੀਤੀ।: [8, 860, 80, 943]
- article3-col3-text: ਇਸ ਯਾਦਗਾਰ ਦੀ ਉਸਾਰੀ ਵਿਚ ਸਥਾਨਕ ਸੰਗਤ ਅਤੇ ਪੰਜਾਬ ਤੋਂ ਆਏ ਸ਼ਰਧਾਲੂਆਂ ਨੇ ਵੱਡਾ ਯੋਗਦਾਨ ਪਾਇਆ। ਇਮਾਰਤ ਵਿਚ ਸਿੱਖ ਇਤਿਹਾਸ ਨਾਲ ਸਬੰਧਤ ਤਸਵੀਰਾਂ ਅਤੇ ਜਾਣਕਾਰੀ ਦਿੱਤੀ ਗਈ ਹੈ। ਹਰ ਸਾਲ ਇਥੇ ਭਾਈ ਹਿੰਮਤ ਸਿੰਘ ਜੀ ਦੀ ਯਾਦ ਵਿਚ ਸਮਾਗਮ ਕਰਵਾਏ ਜਾਂਦੇ ਹਨ।: [356, 666, 410, 719]
- article3-image: [474, 664, 682, 794]
- top-right-rule: [542, 32, 682, 33]
- article2-headline: ਸੂਰਬੀਰ ਸਿੱਖ ਯੋਧਾ ਭਾਈ ਬਾਜ ਸਿੰਘ: [420, 176, 583, 191]
- article1-intro-text: ਗੁਰੂ ਤੇਗ ਬਹਾਦਰ ਜੀ ਦੀ ਸ਼ਹੀਦੀ ਤੋਂ ਬਾਅਦ ਭਾਈ ਜੈਤਾ ਜੀ ਨੇ ਬੜੀ ਦਲੇਰੀ ਨਾਲ ਗੁਰੂ ਜੀ ਦਾ ਸੀਸ ਚੁੱਕਿਆ ਅਤੇ ਅਨੰਦਪੁਰ ਸਾਹਿਬ ਵੱਲ ਚੱਲ ਪਏ। ਰਸਤੇ ਵਿਚ ਕਈ ਥਾਵਾਂ ਤੇ ਰੁਕਦੇ ਹੋਏ ਉਹ ਕੀਰਤਪੁਰ ਸਾਹਿਬ ਪਹੁੰਚੇ। ਇਥੇ ਗੁਰੂ ਗੋਬਿੰਦ ਰਾਇ ਜੀ ਨੇ ਸੀਸ ਦਾ ਸਵਾਗਤ ਕੀਤਾ।: [193, 174, 248, 227]
- issue-date: ਸ਼ਨਿਚਰ, 3 ਜਨਵਰੀ, 2026: [323, 113, 397, 121]
- article3-col6-text: ਸੰਗਤਾਂ ਨੂੰ ਚਾਹੀਦਾ ਹੈ ਕਿ ਉਹ ਇਸ ਅਸਥਾਨ ਦੇ ਦਰਸ਼ਨ ਜ਼ਰੂਰ ਕਰਨ ਅਤੇ ਇਤਿਹਾਸ ਨਾਲ ਜੁੜਨ।: [534, 798, 590, 815]
- badge-number: 350: [194, 102, 224, 118]
- article4-headline: [8, 806, 238, 832]
- badge-top-text: ਸ੍ਰੀ ਗੁਰੂ ਤੇਗ ਬਹਾਦਰ ਜੀ: [190, 97, 228, 102]
- article2-image: [420, 196, 682, 348]
- article5-contact: ਮੋਬਾਈਲ : 98148-61131: [612, 1077, 662, 1082]
- article5-col5-text: ਮਹਾਨ ਦੇਸ਼ ਭਗਤ ਬਾਬਾ ਸੋਹਣ ਸਿੰਘ ਭਕਨਾ ਜੀ ਦਾ ਜੀਵਨ ਤਿਆਗ, ਕੁਰਬਾਨੀ ਅਤੇ ਸੰਘਰਸ਼ ਦੀ ਮਿਸਾਲ ਹੈ। ਉਨ੍ਹਾਂ ਨੇ ਸਿੱਖ ਧਰਮ ਦੇ ਅਸੂਲਾਂ ਨੂੰ ਅਪਣਾਉਂਦੇ ਹੋਏ ਜ਼ੁਲਮ ਦੇ ਵਿਰੁੱਧ ਲੜਾਈ ਲੜੀ ਅਤੇ ਸੰਤ ਸਿਪਾਹੀ ਦਾ ਰੂਪ ਧਾਰਨ ਕੀਤਾ। ਗ਼ਦਰੀ ਬਾਬਿਆਂ ਦੀ ਇਸ ਵਿਰਾਸਤ ਨੂੰ ਸੰਭਾਲਣਾ ਸਾਡਾ ਫ਼ਰਜ਼ ਹੈ।: [246, 1014, 440, 1031]
- article3-col2-text: ਭਾਈ ਹਿੰਮਤ ਸਿੰਘ ਜੀ 1699 ਦੀ ਵਿਸਾਖੀ ਨੂੰ ਅਨੰਦਪੁਰ ਸਾਹਿਬ ਵਿਖੇ ਗੁਰੂ ਗੋਬਿੰਦ ਸਿੰਘ ਜੀ ਦੀ ਮੰਗ ਤੇ ਸੀਸ ਭੇਟ ਕਰਨ ਲਈ ਅੱਗੇ ਆਏ। ਉਹ ਪੇਸ਼ੇ ਵਜੋਂ ਝਿਊਰ ਸਨ ਅਤੇ ਗੁਰੂ ਘਰ ਦੀ ਸੇਵਾ ਵਿਚ ਸਦਾ ਤਤਪਰ ਰਹਿੰਦੇ ਸਨ। ਚਮਕੌਰ ਦੀ ਜੰਗ ਵਿਚ ਉਨ੍ਹਾਂ ਨੇ ਸ਼ਹੀਦੀ ਪ੍ਰਾਪਤ ਕੀਤੀ ਅਤੇ ਅਮਰ ਹੋ ਗਏ।: [298, 666, 352, 725]
- article4-image: [8, 642, 236, 792]
- article1-author: [232, 343, 274, 359]
- article4-headline-line1: ਗੁਰੂ ਗੋਬਿੰਦ ਸਿੰਘ ਜੀ ਦੀ ਚਰਨਛੋਹ ਪ੍ਰਾਪਤ: [8, 807, 150, 818]
